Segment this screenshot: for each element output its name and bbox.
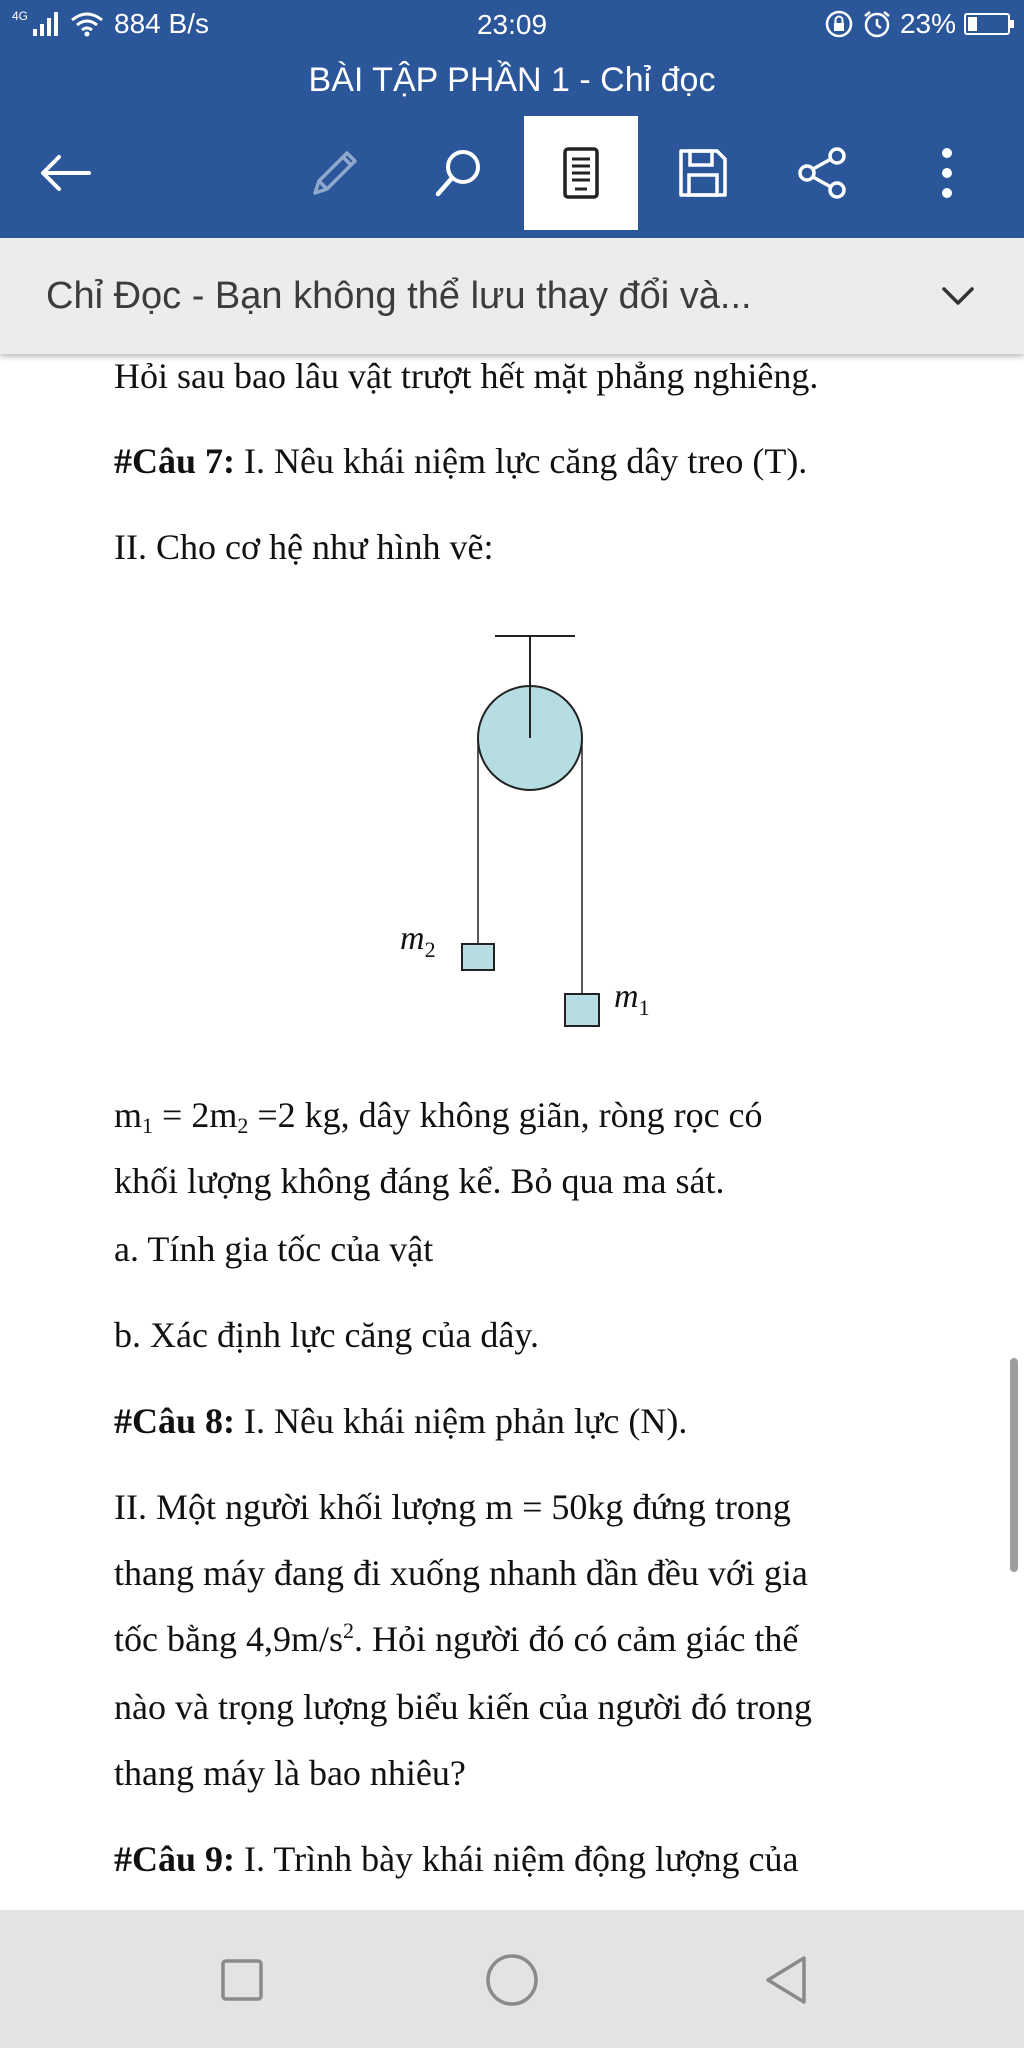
question-7-part-ii: II. Cho cơ hệ như hình vẽ: xyxy=(114,527,494,567)
item-a: a. Tính gia tốc của vật xyxy=(114,1229,434,1269)
battery-percent: 23% xyxy=(899,8,956,39)
mass-subscript: 1 xyxy=(142,1113,154,1138)
chevron-down-icon[interactable] xyxy=(936,274,980,318)
item-b: b. Xác định lực căng của dây. xyxy=(114,1315,540,1355)
question-7 xyxy=(114,440,807,482)
mass-text: =2 kg, dây không giãn, ròng rọc có xyxy=(248,1095,763,1135)
back-arrow-icon xyxy=(37,153,93,193)
alarm-icon xyxy=(862,9,892,39)
rotation-lock-icon xyxy=(824,9,854,39)
search-icon xyxy=(431,145,487,201)
recent-apps-icon[interactable] xyxy=(212,1950,272,2010)
text-line: thang máy đang đi xuống nhanh dần đều với gia xyxy=(114,1553,808,1593)
toolbar xyxy=(0,108,1024,238)
battery-level xyxy=(968,17,977,31)
text-segment: tốc bằng 4,9m/s xyxy=(114,1619,343,1659)
banner-text: Chỉ Đọc - Bạn không thể lưu thay đổi và... xyxy=(46,275,752,317)
mass-symbol: m xyxy=(114,1095,143,1135)
back-icon[interactable] xyxy=(756,1950,816,2010)
label-m2 xyxy=(400,920,436,962)
text-line: khối lượng không đáng kể. Bỏ qua ma sát. xyxy=(114,1161,725,1201)
label-m1-letter: m xyxy=(614,978,639,1015)
question-text: I. Nêu khái niệm phản lực (N). xyxy=(235,1401,688,1441)
read-mode-button[interactable] xyxy=(524,116,638,230)
question-8 xyxy=(114,1400,687,1442)
network-speed: 884 B/s xyxy=(114,8,209,39)
question-text: I. Nêu khái niệm lực căng dây treo (T). xyxy=(235,441,808,481)
read-only-banner[interactable] xyxy=(0,238,1024,354)
share-button[interactable] xyxy=(766,116,880,230)
text-line: thang máy là bao nhiêu? xyxy=(114,1753,466,1793)
document-title: BÀI TẬP PHẦN 1 - Chỉ đọc xyxy=(0,52,1024,108)
text-line: II. Một người khối lượng m = 50kg đứng trong xyxy=(114,1487,791,1527)
block-m2 xyxy=(462,944,494,970)
block-m1 xyxy=(565,994,599,1026)
text-line: nào và trọng lượng biểu kiến của người đó trong xyxy=(114,1687,812,1727)
text-segment: . Hỏi người đó có cảm giác thế xyxy=(353,1619,799,1659)
status-bar xyxy=(0,0,1024,52)
mass-equation: = 2m xyxy=(153,1095,238,1135)
navigation-bar xyxy=(0,1910,1024,2048)
question-text: I. Trình bày khái niệm động lượng của xyxy=(235,1839,799,1879)
edit-button[interactable] xyxy=(278,116,392,230)
question-9 xyxy=(114,1838,799,1880)
pencil-icon xyxy=(307,145,363,201)
search-button[interactable] xyxy=(402,116,516,230)
question-label: #Câu 7: xyxy=(114,441,236,481)
share-icon xyxy=(795,145,851,201)
superscript: 2 xyxy=(342,1618,354,1643)
text-line xyxy=(114,1618,798,1660)
battery-icon xyxy=(964,13,1010,35)
home-icon[interactable] xyxy=(482,1950,542,2010)
label-m1-subscript: 1 xyxy=(638,995,650,1020)
more-options-button[interactable] xyxy=(890,116,1004,230)
text-line: Hỏi sau bao lâu vật trượt hết mặt phẳng nghiêng. xyxy=(114,356,819,396)
question-label: #Câu 8: xyxy=(114,1401,236,1441)
question-label: #Câu 9: xyxy=(114,1839,236,1879)
label-m2-letter: m xyxy=(400,920,425,957)
read-mode-icon xyxy=(559,145,603,201)
save-icon xyxy=(675,145,731,201)
clock: 23:09 xyxy=(476,9,548,40)
label-m1 xyxy=(614,978,650,1020)
mass-subscript: 2 xyxy=(237,1113,249,1138)
scrollbar[interactable] xyxy=(1010,1358,1018,1572)
network-type: 4G xyxy=(12,9,29,23)
back-button[interactable] xyxy=(8,116,122,230)
label-m2-subscript: 2 xyxy=(424,937,436,962)
save-button[interactable] xyxy=(646,116,760,230)
document-body[interactable] xyxy=(0,354,1024,1910)
more-icon xyxy=(939,145,955,201)
mass-given xyxy=(114,1094,763,1136)
